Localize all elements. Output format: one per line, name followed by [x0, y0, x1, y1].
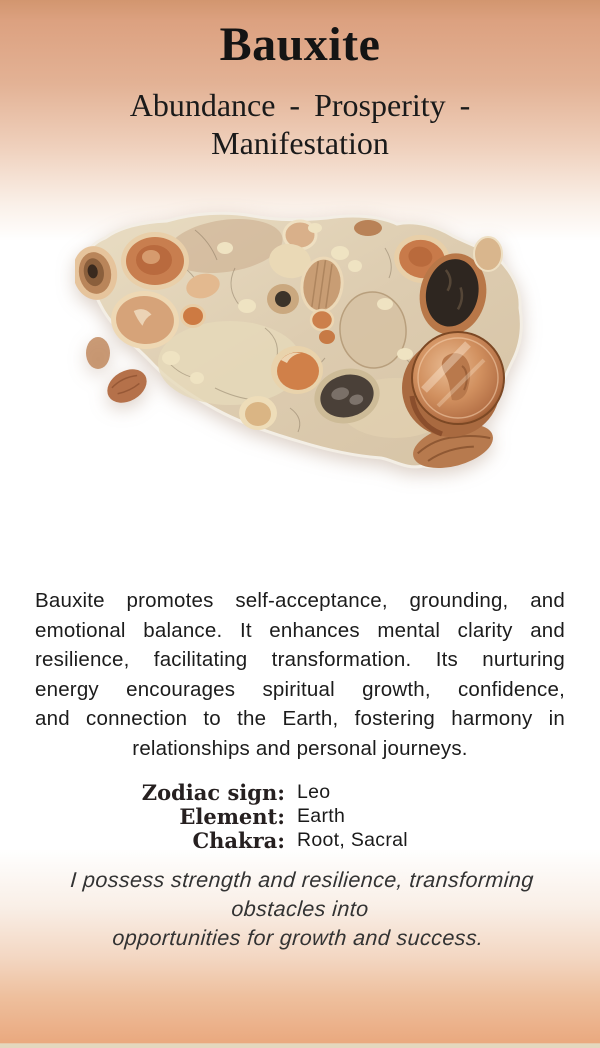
description-line: emotional balance. It enhances mental clarity and [35, 618, 565, 642]
description-line: relationships and personal journeys. [132, 736, 468, 760]
description-line: energy encourages spiritual growth, confidence, [35, 677, 565, 701]
zodiac-sign-value: Leo [297, 781, 331, 804]
card-keywords: Abundance - Prosperity - Manifestation [129, 87, 471, 162]
zodiac-sign-label: Zodiac sign: [141, 780, 285, 806]
affirmation-line: opportunities for growth and success. [111, 926, 485, 951]
bauxite-specimen-image [75, 208, 525, 478]
chakra-value: Root, Sacral [297, 829, 408, 852]
bauxite-specimen-illustration [75, 208, 525, 478]
description-paragraph [0, 586, 600, 763]
affirmation-line: I possess strength and resilience, transforming obstacles into [69, 868, 535, 922]
affirmation-text [17, 866, 583, 953]
element-label: Element: [179, 804, 285, 830]
element-value: Earth [297, 805, 346, 828]
description-line: Bauxite promotes self-acceptance, grounding, and [35, 589, 565, 613]
properties-list [0, 781, 600, 852]
chakra-label: Chakra: [192, 828, 285, 854]
page-title: Bauxite [219, 18, 381, 71]
description-line: and connection to the Earth, fostering harmony in [35, 707, 565, 731]
description-line: resilience, facilitating transformation. Its nurturing [35, 648, 565, 672]
